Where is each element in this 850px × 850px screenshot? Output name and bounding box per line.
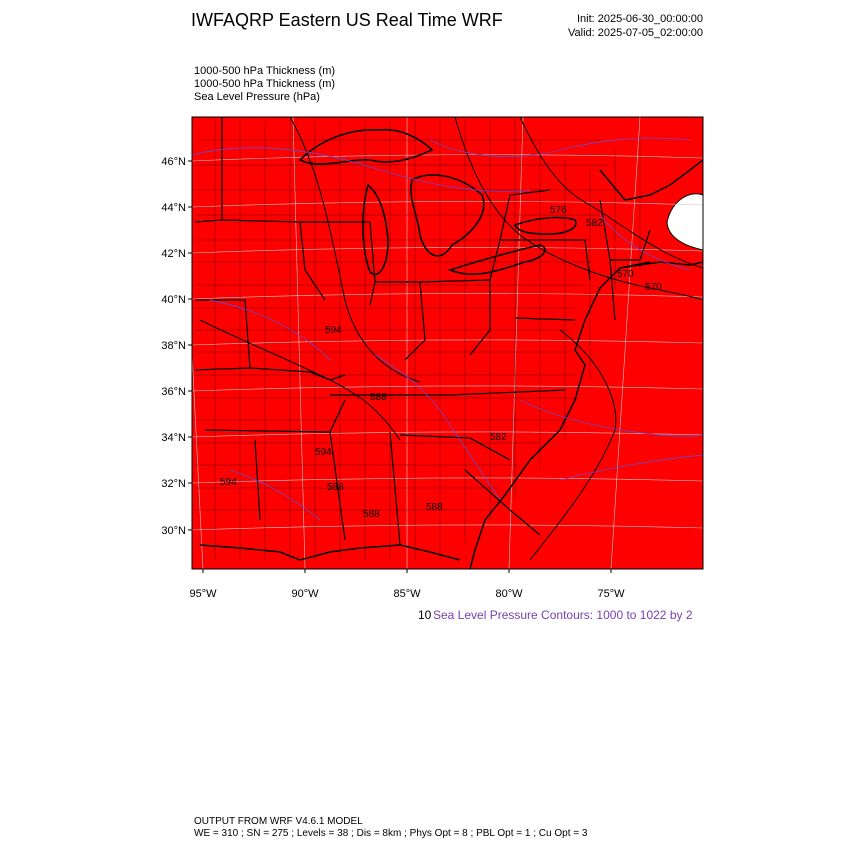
contour-label: 594	[315, 447, 332, 458]
lat-label: 30°N	[161, 525, 186, 537]
lat-label: 42°N	[161, 248, 186, 260]
valid-time: Valid: 2025-07-05_02:00:00	[568, 27, 703, 39]
lat-label: 32°N	[161, 478, 186, 490]
lon-label: 85°W	[393, 588, 421, 600]
init-time: Init: 2025-06-30_00:00:00	[577, 13, 703, 25]
field-label-slp: Sea Level Pressure (hPa)	[194, 91, 320, 103]
lon-label: 90°W	[291, 588, 319, 600]
lat-label: 46°N	[161, 156, 186, 168]
contour-label: 582	[586, 218, 603, 229]
lat-label: 34°N	[161, 432, 186, 444]
field-label-thickness-1: 1000-500 hPa Thickness (m)	[194, 65, 336, 77]
contour-label: 588	[327, 482, 344, 493]
lon-label: 80°W	[495, 588, 523, 600]
contour-label: 582	[490, 432, 507, 443]
contour-label: 570	[617, 269, 634, 280]
lon-label: 75°W	[597, 588, 625, 600]
lat-label: 44°N	[161, 202, 186, 214]
contour-label: 594	[325, 325, 342, 336]
contour-label: 570	[645, 282, 662, 293]
model-footer-line2: WE = 310 ; SN = 275 ; Levels = 38 ; Dis = 8km ; Phys Opt = 8 ; PBL Opt = 1 ; Cu Opt = 3	[194, 828, 588, 839]
contour-label: 588	[370, 392, 387, 403]
contour-label: 588	[363, 509, 380, 520]
thickness-fill	[192, 117, 703, 569]
lat-label: 40°N	[161, 294, 186, 306]
contour-label: 594	[220, 477, 237, 488]
map-title: IWFAQRP Eastern US Real Time WRF	[191, 10, 503, 30]
contour-note-prefix: 10	[418, 608, 432, 622]
lon-label: 95°W	[189, 588, 217, 600]
field-label-thickness-2: 1000-500 hPa Thickness (m)	[194, 78, 336, 90]
lat-label: 36°N	[161, 386, 186, 398]
contour-label: 576	[550, 205, 567, 216]
model-footer-line1: OUTPUT FROM WRF V4.6.1 MODEL	[194, 816, 363, 827]
weather-map	[150, 110, 710, 610]
contour-label: 588	[426, 502, 443, 513]
lat-label: 38°N	[161, 340, 186, 352]
slp-contour-note: Sea Level Pressure Contours: 1000 to 1022 by 2	[433, 608, 693, 622]
